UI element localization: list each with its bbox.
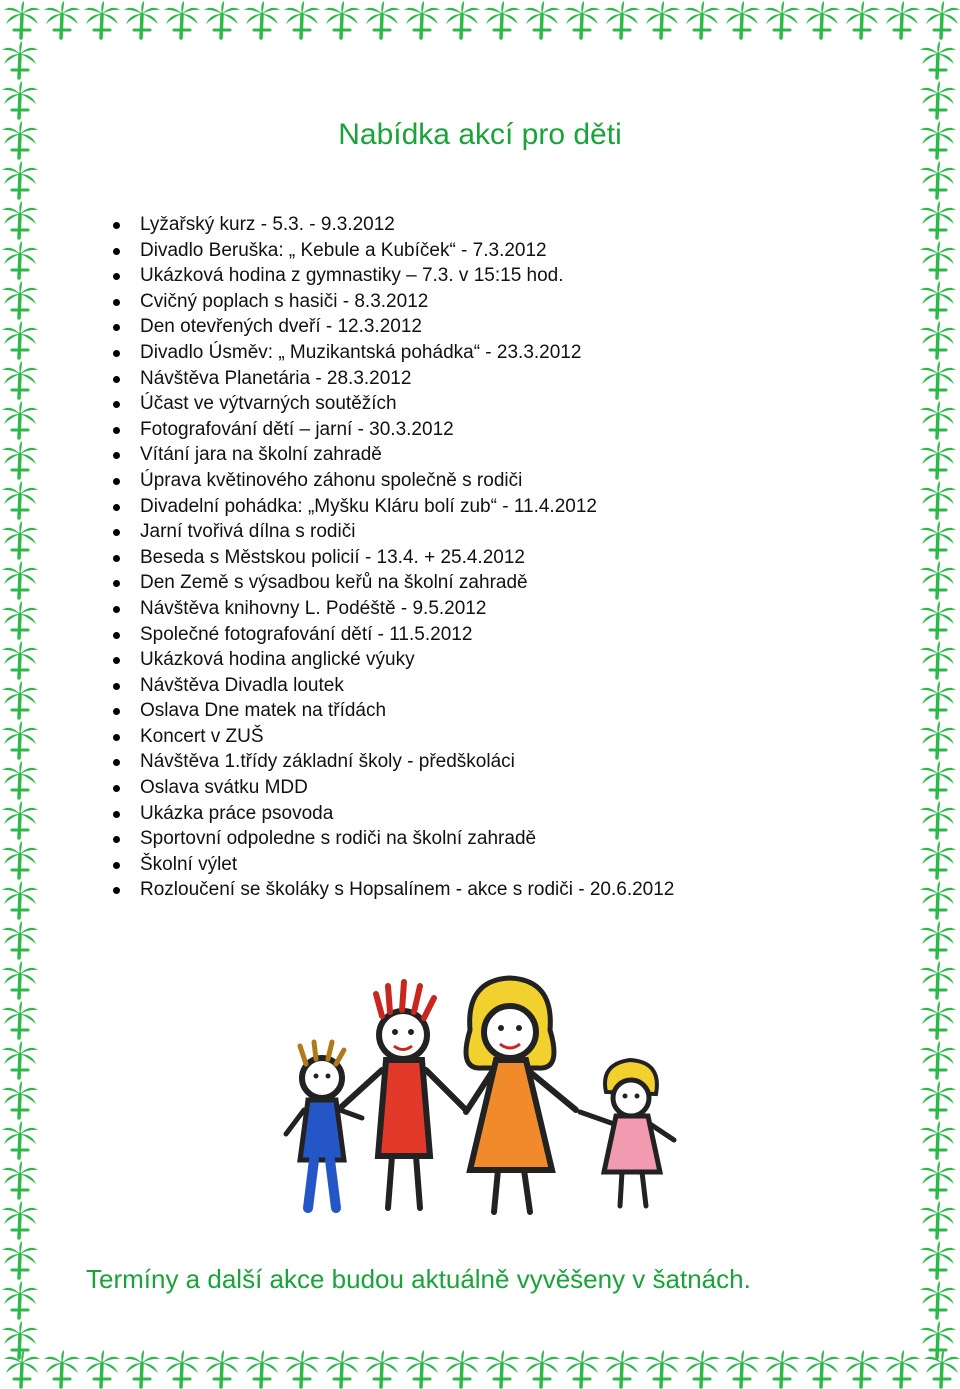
palm-tree-icon (918, 1240, 958, 1280)
palm-tree-icon (0, 520, 40, 560)
bullet-icon (113, 887, 120, 894)
event-text: Fotografování dětí – jarní - 30.3.2012 (140, 418, 454, 440)
palm-tree-icon (802, 1349, 842, 1389)
event-item (106, 417, 674, 443)
bullet-icon (113, 862, 120, 869)
event-text: Divadlo Beruška: „ Kebule a Kubíček“ - 7.3.2012 (140, 239, 547, 261)
border-left (0, 40, 40, 1349)
bullet-icon (113, 657, 120, 664)
palm-tree-icon (122, 1349, 162, 1389)
palm-tree-icon (918, 880, 958, 920)
palm-tree-icon (722, 1349, 762, 1389)
palm-tree-icon (0, 720, 40, 760)
palm-tree-icon (122, 0, 162, 40)
border-right (918, 40, 958, 1349)
palm-tree-icon (282, 0, 322, 40)
palm-tree-icon (918, 720, 958, 760)
bullet-icon (113, 401, 120, 408)
palm-tree-icon (918, 360, 958, 400)
event-item (106, 596, 674, 622)
palm-tree-icon (362, 1349, 402, 1389)
palm-tree-icon (918, 200, 958, 240)
event-item (106, 622, 674, 648)
palm-tree-icon (0, 440, 40, 480)
bullet-icon (113, 324, 120, 331)
bullet-icon (113, 734, 120, 741)
palm-tree-icon (442, 0, 482, 40)
event-text: Návštěva knihovny L. Podéště - 9.5.2012 (140, 597, 487, 619)
palm-tree-icon (0, 280, 40, 320)
palm-tree-icon (562, 1349, 602, 1389)
bullet-icon (113, 708, 120, 715)
event-text: Oslava Dne matek na třídách (140, 700, 387, 722)
palm-tree-icon (482, 1349, 522, 1389)
palm-tree-icon (82, 0, 122, 40)
event-item (106, 647, 674, 673)
palm-tree-icon (918, 960, 958, 1000)
palm-tree-icon (0, 840, 40, 880)
palm-tree-icon (602, 0, 642, 40)
palm-tree-icon (642, 1349, 682, 1389)
palm-tree-icon (722, 0, 762, 40)
palm-tree-icon (0, 1280, 40, 1320)
palm-tree-icon (918, 560, 958, 600)
event-item (106, 468, 674, 494)
event-text: Divadlo Úsměv: „ Muzikantská pohádka“ - 23.3.2012 (140, 341, 582, 363)
event-text: Rozloučení se školáky s Hopsalínem - akce s rodiči - 20.6.2012 (140, 879, 675, 901)
event-item (106, 494, 674, 520)
palm-tree-icon (918, 1320, 958, 1360)
palm-tree-icon (918, 600, 958, 640)
palm-tree-icon (918, 1080, 958, 1120)
bullet-icon (113, 273, 120, 280)
event-text: Sportovní odpoledne s rodiči na školní zahradě (140, 828, 537, 850)
palm-tree-icon (0, 640, 40, 680)
palm-tree-icon (882, 1349, 922, 1389)
event-item (106, 877, 674, 903)
palm-tree-icon (0, 1160, 40, 1200)
palm-tree-icon (0, 1040, 40, 1080)
palm-tree-icon (0, 680, 40, 720)
bullet-icon (113, 632, 120, 639)
palm-tree-icon (0, 1000, 40, 1040)
event-text: Lyžařský kurz - 5.3. - 9.3.2012 (140, 214, 395, 235)
palm-tree-icon (0, 400, 40, 440)
palm-tree-icon (762, 0, 802, 40)
palm-tree-icon (918, 840, 958, 880)
bullet-icon (113, 504, 120, 511)
event-text: Divadelní pohádka: „Myšku Kláru bolí zub“ - 11.4.2012 (140, 495, 597, 517)
palm-tree-icon (918, 520, 958, 560)
palm-tree-icon (402, 0, 442, 40)
palm-tree-icon (762, 1349, 802, 1389)
bullet-icon (113, 555, 120, 562)
event-text: Jarní tvořivá dílna s rodiči (140, 521, 356, 543)
palm-tree-icon (918, 40, 958, 80)
palm-tree-icon (42, 1349, 82, 1389)
palm-tree-icon (918, 160, 958, 200)
event-item (106, 826, 674, 852)
palm-tree-icon (802, 0, 842, 40)
event-item (106, 238, 674, 264)
border-bottom (0, 1349, 960, 1389)
event-text: Návštěva 1.třídy základní školy - předškoláci (140, 751, 515, 773)
palm-tree-icon (0, 1080, 40, 1120)
bullet-icon (113, 478, 120, 485)
event-text: Den otevřených dveří - 12.3.2012 (140, 316, 423, 338)
family-drawing (270, 960, 690, 1220)
palm-tree-icon (162, 1349, 202, 1389)
palm-tree-icon (0, 480, 40, 520)
palm-tree-icon (82, 1349, 122, 1389)
palm-tree-icon (0, 200, 40, 240)
palm-tree-icon (842, 0, 882, 40)
palm-tree-icon (0, 760, 40, 800)
event-item (106, 366, 674, 392)
palm-tree-icon (0, 1120, 40, 1160)
palm-tree-icon (322, 0, 362, 40)
palm-tree-icon (918, 280, 958, 320)
footer-note: Termíny a další akce budou aktuálně vyvěšeny v šatnách. (86, 1264, 751, 1294)
palm-tree-icon (162, 0, 202, 40)
palm-tree-icon (0, 800, 40, 840)
page-title: Nabídka akcí pro děti (338, 118, 622, 151)
palm-tree-icon (202, 1349, 242, 1389)
palm-tree-icon (522, 0, 562, 40)
bullet-icon (113, 427, 120, 434)
event-item (106, 391, 674, 417)
palm-tree-icon (642, 0, 682, 40)
event-item (106, 519, 674, 545)
event-item (106, 314, 674, 340)
mom-figure (466, 978, 576, 1212)
event-item (106, 673, 674, 699)
palm-tree-icon (0, 1320, 40, 1360)
palm-tree-icon (0, 160, 40, 200)
bullet-icon (113, 836, 120, 843)
event-item (106, 852, 674, 878)
bullet-icon (113, 350, 120, 357)
event-text: Oslava svátku MDD (140, 777, 308, 799)
palm-tree-icon (918, 1040, 958, 1080)
palm-tree-icon (522, 1349, 562, 1389)
palm-tree-icon (918, 1160, 958, 1200)
event-item (106, 724, 674, 750)
palm-tree-icon (0, 80, 40, 120)
event-text: Vítání jara na školní zahradě (140, 444, 382, 466)
palm-tree-icon (362, 0, 402, 40)
palm-tree-icon (242, 1349, 282, 1389)
palm-tree-icon (0, 360, 40, 400)
palm-tree-icon (0, 960, 40, 1000)
palm-tree-icon (0, 40, 40, 80)
palm-tree-icon (918, 320, 958, 360)
girl-figure (580, 1060, 674, 1206)
event-text: Úprava květinového záhonu společně s rodiči (140, 469, 523, 491)
palm-tree-icon (918, 80, 958, 120)
palm-tree-icon (918, 680, 958, 720)
event-text: Návštěva Divadla loutek (140, 674, 344, 696)
event-item (106, 570, 674, 596)
palm-tree-icon (918, 440, 958, 480)
event-text: Ukázková hodina anglické výuky (140, 649, 415, 671)
event-item (106, 442, 674, 468)
bullet-icon (113, 222, 120, 229)
palm-tree-icon (602, 1349, 642, 1389)
palm-tree-icon (0, 1200, 40, 1240)
event-item (106, 289, 674, 315)
event-text: Ukázka práce psovoda (140, 802, 334, 824)
palm-tree-icon (918, 1000, 958, 1040)
palm-tree-icon (918, 400, 958, 440)
palm-tree-icon (282, 1349, 322, 1389)
event-text: Den Země s výsadbou keřů na školní zahradě (140, 572, 528, 594)
dad-figure (338, 982, 466, 1208)
palm-tree-icon (918, 920, 958, 960)
bullet-icon (113, 529, 120, 536)
palm-tree-icon (562, 0, 602, 40)
bullet-icon (113, 299, 120, 306)
event-text: Společné fotografování dětí - 11.5.2012 (140, 623, 473, 645)
event-text: Cvičný poplach s hasiči - 8.3.2012 (140, 290, 429, 312)
palm-tree-icon (402, 1349, 442, 1389)
palm-tree-icon (918, 1200, 958, 1240)
palm-tree-icon (922, 0, 960, 40)
palm-tree-icon (918, 760, 958, 800)
bullet-icon (113, 785, 120, 792)
palm-tree-icon (918, 1120, 958, 1160)
event-item (106, 545, 674, 571)
palm-tree-icon (322, 1349, 362, 1389)
event-item (106, 263, 674, 289)
palm-tree-icon (0, 1240, 40, 1280)
palm-tree-icon (202, 0, 242, 40)
palm-tree-icon (0, 920, 40, 960)
palm-tree-icon (0, 240, 40, 280)
event-list (106, 212, 674, 903)
palm-tree-icon (918, 640, 958, 680)
palm-tree-icon (842, 1349, 882, 1389)
event-item (106, 698, 674, 724)
palm-tree-icon (242, 0, 282, 40)
event-item (106, 340, 674, 366)
palm-tree-icon (442, 1349, 482, 1389)
palm-tree-icon (0, 560, 40, 600)
palm-tree-icon (918, 1280, 958, 1320)
event-text: Ukázková hodina z gymnastiky – 7.3. v 15:15 hod. (140, 265, 564, 287)
event-text: Školní výlet (140, 853, 238, 875)
bullet-icon (113, 811, 120, 818)
bullet-icon (113, 376, 120, 383)
boy-figure (286, 1042, 362, 1208)
bullet-icon (113, 606, 120, 613)
palm-tree-icon (682, 0, 722, 40)
event-text: Účast ve výtvarných soutěžích (140, 393, 397, 415)
event-item (106, 212, 674, 238)
bullet-icon (113, 759, 120, 766)
border-top (0, 0, 960, 40)
palm-tree-icon (0, 600, 40, 640)
palm-tree-icon (42, 0, 82, 40)
event-text: Beseda s Městskou policií - 13.4. + 25.4.2012 (140, 546, 525, 568)
palm-tree-icon (682, 1349, 722, 1389)
event-text: Koncert v ZUŠ (140, 725, 264, 747)
palm-tree-icon (918, 480, 958, 520)
event-text: Návštěva Planetária - 28.3.2012 (140, 367, 412, 389)
palm-tree-icon (0, 880, 40, 920)
bullet-icon (113, 580, 120, 587)
bullet-icon (113, 452, 120, 459)
palm-tree-icon (918, 240, 958, 280)
palm-tree-icon (918, 800, 958, 840)
bullet-icon (113, 248, 120, 255)
event-item (106, 749, 674, 775)
palm-tree-icon (2, 0, 42, 40)
palm-tree-icon (0, 320, 40, 360)
palm-tree-icon (882, 0, 922, 40)
palm-tree-icon (482, 0, 522, 40)
event-item (106, 801, 674, 827)
bullet-icon (113, 683, 120, 690)
event-item (106, 775, 674, 801)
